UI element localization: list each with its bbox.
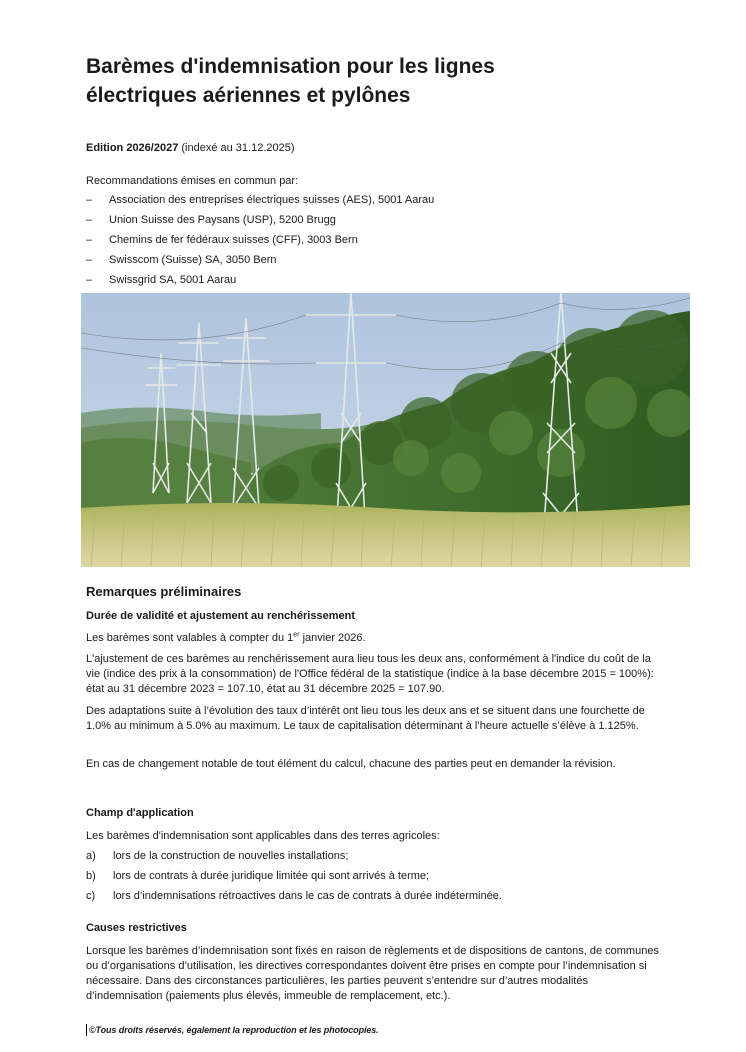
list-item-text: lors de la construction de nouvelles installations; (113, 850, 349, 862)
organization-name: Association des entreprises électriques suisses (AES), 5001 Aarau (109, 194, 435, 206)
remarks-heading: Remarques préliminaires (86, 584, 242, 599)
list-item-text: lors de contrats à durée juridique limitée qui sont arrivés à terme; (113, 870, 430, 882)
list-marker: c) (86, 890, 96, 902)
validity-heading: Durée de validité et ajustement au renchérissement (86, 610, 355, 622)
title-line-1: Barèmes d'indemnisation pour les lignes (86, 55, 495, 78)
list-dash: – (86, 254, 93, 266)
ordinal-superscript: er (293, 631, 300, 639)
list-marker: b) (86, 870, 96, 882)
edition-note: (indexé au 31.12.2025) (178, 142, 295, 154)
organization-name: Swissgrid SA, 5001 Aarau (109, 274, 237, 286)
power-lines-landscape-photo (81, 293, 690, 567)
validity-paragraph-3: Des adaptations suite à l’évolution des taux d’intérêt ont lieu tous les deux ans et se situent dans une fourchette de 1.0% au minimum à 5.0% au maximum. Le taux de capitalisation déterminant à l’heure actuelle s’élève à 1.125%. (86, 705, 645, 732)
edition-label: Edition 2026/2027 (86, 142, 179, 154)
organization-name: Union Suisse des Paysans (USP), 5200 Brugg (109, 214, 336, 226)
validity-paragraph-1 (86, 631, 660, 646)
document-title (86, 52, 646, 110)
recommendations-intro: Recommandations émises en commun par: (86, 175, 299, 187)
list-dash: – (86, 274, 93, 286)
title-line-2: électriques aériennes et pylônes (86, 84, 411, 107)
scope-intro: Les barèmes d'indemnisation sont applicables dans des terres agricoles: (86, 830, 440, 842)
list-dash: – (86, 194, 93, 206)
restrictive-heading: Causes restrictives (86, 922, 187, 934)
list-dash: – (86, 234, 93, 246)
validity-date-suffix: janvier 2026. (299, 632, 366, 644)
validity-paragraph-2: L'ajustement de ces barèmes au renchérissement aura lieu tous les deux ans, conformément à l'indice du coût de la vie (indice des prix à la consommation) de l'Office fédéral de la statistique (indice à la base décembre 2015 = 100%): état au 31 décembre 2023 = 107.10, état au 31 décembre 2025 = 107.90. (86, 653, 654, 695)
organization-name: Chemins de fer fédéraux suisses (CFF), 3003 Bern (109, 234, 358, 246)
list-marker: a) (86, 850, 96, 862)
edition-line (86, 141, 295, 155)
validity-date-text: Les barèmes sont valables à compter du 1 (86, 632, 294, 644)
validity-paragraph-4: En cas de changement notable de tout élément du calcul, chacune des parties peut en demander la révision. (86, 758, 616, 770)
scope-heading: Champ d'application (86, 807, 194, 819)
list-dash: – (86, 214, 93, 226)
restrictive-paragraph: Lorsque les barèmes d’indemnisation sont fixés en raison de règlements et de dispositions de cantons, de communes ou d’organisations d’utilisation, les directives correspondantes doivent être prises en compte pour l’indemnisation si nécessaire. Dans des circonstances particulières, les parties peuvent s’entendre sur d’autres modalités d’indemnisation (paiements plus élevés, immeuble de remplacement, etc.). (86, 945, 659, 1002)
copyright-footer: ©Tous droits réservés, également la reproduction et les photocopies. (86, 1024, 379, 1036)
list-item-text: lors d’indemnisations rétroactives dans le cas de contrats à durée indéterminée. (113, 890, 502, 902)
organization-name: Swisscom (Suisse) SA, 3050 Bern (109, 254, 277, 266)
